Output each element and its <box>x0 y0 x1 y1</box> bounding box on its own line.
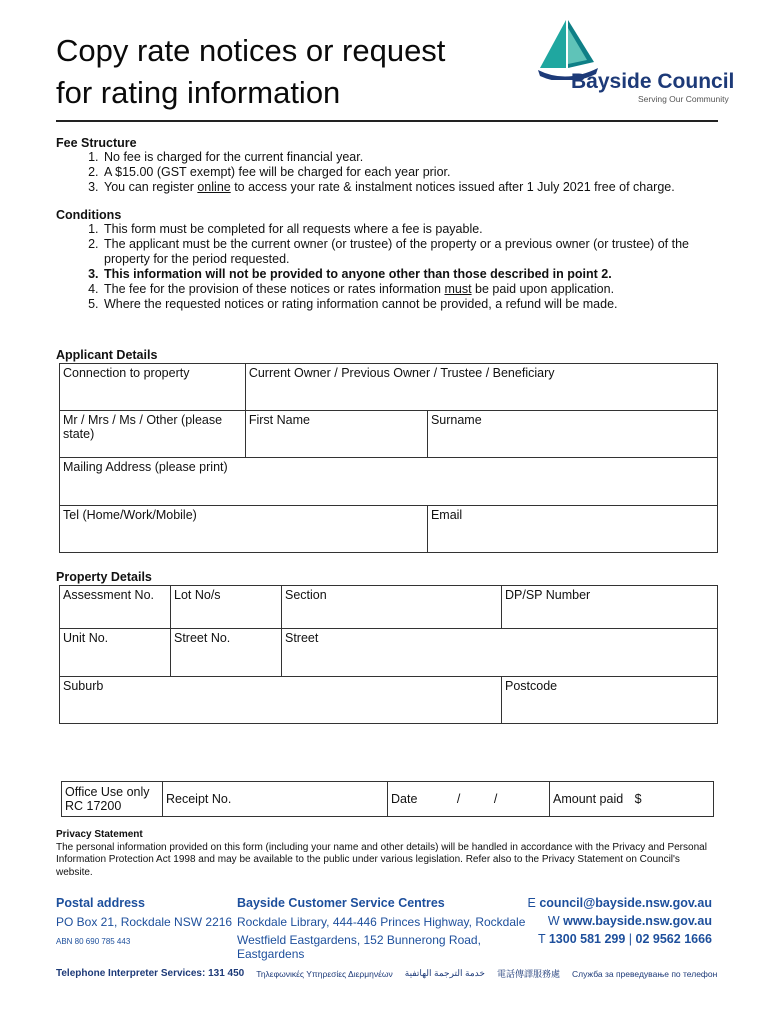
condition-5: 5. Where the requested notices or rating information cannot be provided, a refund will be made. <box>102 297 706 312</box>
fee-heading: Fee Structure <box>56 136 137 150</box>
surname-field[interactable]: Surname <box>427 411 717 458</box>
amount-dollar: $ <box>634 792 642 806</box>
connection-label[interactable]: Connection to property <box>60 364 246 411</box>
centres-heading: Bayside Customer Service Centres <box>237 896 445 910</box>
fee-item-2: 2. A $15.00 (GST exempt) fee will be charged for each year prior. <box>102 165 726 180</box>
fee-structure <box>56 136 726 195</box>
street-no-field[interactable]: Street No. <box>171 629 282 677</box>
condition-1: 1. This form must be completed for all requests where a fee is payable. <box>102 222 706 237</box>
email-link[interactable]: council@bayside.nsw.gov.au <box>539 896 712 910</box>
interpreter-arabic: خدمة الترجمة الهاتفية <box>404 968 485 978</box>
postal-line: PO Box 21, Rockdale NSW 2216 <box>56 915 233 929</box>
first-name-field[interactable]: First Name <box>245 411 427 458</box>
privacy-heading: Privacy Statement <box>56 829 143 840</box>
condition-4-pre: The fee for the provision of these notices or rates information <box>104 282 445 296</box>
interpreter-greek: Τηλεφωνικές Υπηρεσίες Διερμηνέων <box>256 968 393 979</box>
email-prefix: E <box>527 896 536 910</box>
fee-item-3 <box>102 180 726 195</box>
fee-item-1: 1. No fee is charged for the current financial year. <box>102 150 726 165</box>
privacy-statement <box>56 829 716 879</box>
applicant-table <box>59 363 718 553</box>
date-field[interactable] <box>388 782 550 817</box>
postcode-field[interactable]: Postcode <box>502 677 718 724</box>
lot-field[interactable]: Lot No/s <box>171 586 282 629</box>
web-prefix: W <box>547 914 560 928</box>
office-use-label <box>62 782 163 817</box>
brand-tagline: Serving Our Community <box>638 94 729 104</box>
amount-field[interactable] <box>550 782 714 817</box>
interpreter-chinese: 電話傳譯服務處 <box>496 969 560 979</box>
bayside-logo <box>532 18 737 108</box>
date-slash-1: / <box>456 792 461 806</box>
web-line <box>508 914 712 928</box>
tel-1: 1300 581 299 <box>548 932 626 946</box>
tel-separator: | <box>628 932 633 946</box>
condition-2: 2. The applicant must be the current owner (or trustee) of the property or a previous owner (or trustee) of the property for the period requested. <box>102 237 706 267</box>
property-table <box>59 585 718 724</box>
interpreter-macedonian: Служба за преведување по телефон <box>571 968 718 979</box>
office-use-table <box>61 781 714 817</box>
title-line-2: for rating information <box>56 75 341 110</box>
condition-4-must: must <box>444 282 472 296</box>
tel-field[interactable]: Tel (Home/Work/Mobile) <box>60 506 428 553</box>
conditions-heading: Conditions <box>56 208 122 222</box>
postal-heading: Postal address <box>56 896 145 910</box>
tel-prefix: T <box>537 932 546 946</box>
dpsp-field[interactable]: DP/SP Number <box>502 586 718 629</box>
section-field[interactable]: Section <box>282 586 502 629</box>
condition-4-post: be paid upon application. <box>471 282 615 296</box>
contact-details <box>508 896 712 946</box>
receipt-field[interactable]: Receipt No. <box>163 782 388 817</box>
abn: ABN 80 690 785 443 <box>56 937 131 946</box>
fee-item-3-pre: You can register <box>104 180 198 194</box>
email-line <box>508 896 712 910</box>
office-use-line1: Office Use only <box>65 785 150 799</box>
email-field[interactable]: Email <box>427 506 717 553</box>
title-line-1: Copy rate notices or request <box>56 33 446 68</box>
condition-4 <box>102 282 706 297</box>
web-link[interactable]: www.bayside.nsw.gov.au <box>563 914 712 928</box>
date-slash-2: / <box>493 792 498 806</box>
connection-options[interactable]: Current Owner / Previous Owner / Trustee / Beneficiary <box>245 364 717 411</box>
mailing-address-field[interactable]: Mailing Address (please print) <box>60 458 718 506</box>
tel-line <box>508 932 712 946</box>
centre-2: Westfield Eastgardens, 152 Bunnerong Road, Eastgardens <box>237 933 481 961</box>
interpreter-label: Telephone Interpreter Services: 131 450 <box>56 968 245 979</box>
applicant-heading: Applicant Details <box>56 348 158 362</box>
street-field[interactable]: Street <box>282 629 718 677</box>
interpreter-bar <box>56 967 716 980</box>
fee-item-3-post: to access your rate & instalment notices issued after 1 July 2021 free of charge. <box>230 180 675 194</box>
conditions <box>56 208 716 312</box>
page-title <box>56 30 445 114</box>
brand-name: Bayside Council <box>571 70 735 93</box>
assessment-field[interactable]: Assessment No. <box>60 586 171 629</box>
condition-3: 3. This information will not be provided to anyone other than those described in point 2. <box>102 267 706 282</box>
privacy-text: The personal information provided on this form (including your name and other details) will be handled in accordance with the Privacy and Personal Information Protection Act 1998 and may be available to the public under various legislation. Refer also to the Privacy Statement on Council's website. <box>56 841 707 878</box>
suburb-field[interactable]: Suburb <box>60 677 502 724</box>
centre-1: Rockdale Library, 444-446 Princes Highway, Rockdale <box>237 915 526 929</box>
title-field[interactable]: Mr / Mrs / Ms / Other (please state) <box>60 411 246 458</box>
office-use-line2: RC 17200 <box>65 799 122 813</box>
property-heading: Property Details <box>56 570 152 584</box>
postal-address <box>56 896 236 946</box>
unit-field[interactable]: Unit No. <box>60 629 171 677</box>
amount-label: Amount paid <box>553 792 624 806</box>
tel-2: 02 9562 1666 <box>635 932 712 946</box>
service-centres <box>237 896 537 961</box>
header-rule <box>56 120 718 122</box>
online-link[interactable]: online <box>197 180 231 194</box>
date-label: Date <box>391 792 418 806</box>
